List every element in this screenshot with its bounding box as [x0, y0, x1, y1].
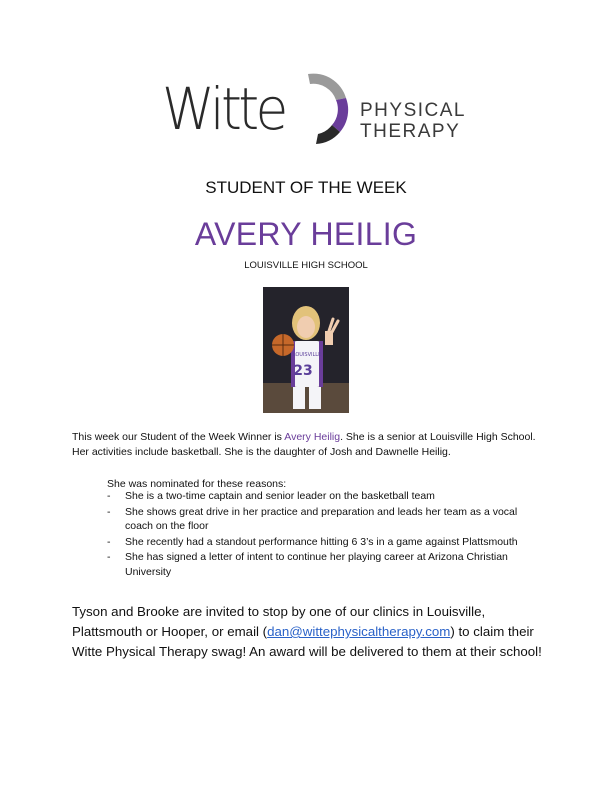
- nominated-intro: She was nominated for these reasons:: [107, 478, 287, 490]
- intro-text-before: This week our Student of the Week Winner is: [72, 431, 285, 443]
- email-link[interactable]: dan@wittephysicaltherapy.com: [267, 624, 451, 639]
- bullet-dash: -: [107, 551, 111, 563]
- intro-text-after: . She is a senior at Louisville High School. Her activities include basketball. She is the daughter of Josh and Dawnelle Heilig.: [72, 431, 536, 458]
- logo-line-therapy: THERAPY: [360, 121, 461, 142]
- student-name: AVERY HEILIG: [194, 216, 418, 252]
- bullet-dash: -: [107, 490, 111, 502]
- bullet-dash: -: [107, 505, 111, 518]
- reason-text: She recently had a standout performance hitting 6 3’s in a game against Plattsmouth: [125, 535, 518, 548]
- jersey-text: LOUISVILLE: [292, 352, 322, 358]
- page-heading: STUDENT OF THE WEEK: [205, 178, 407, 197]
- reason-item: [107, 535, 547, 550]
- jersey-number: 23: [293, 363, 313, 379]
- intro-paragraph: [72, 430, 542, 460]
- closing-paragraph: [72, 602, 552, 662]
- closing-text-after: ) to claim their Witte Physical Therapy swag! An award will be delivered to them at their school!: [72, 624, 542, 659]
- player-illustration: [263, 287, 349, 413]
- school-name: LOUISVILLE HIGH SCHOOL: [244, 260, 368, 271]
- reason-text: She shows great drive in her practice and preparation and leads her team as a vocal coach on the floor: [125, 505, 518, 532]
- reason-text: She has signed a letter of intent to continue her playing career at Arizona Christian University: [125, 551, 508, 578]
- intro-student-name: Avery Heilig: [284, 431, 341, 443]
- reason-item: [107, 505, 547, 534]
- reasons-list: [107, 489, 547, 580]
- witte-logo: [160, 70, 466, 150]
- bullet-dash: -: [107, 535, 111, 548]
- logo-wordmark: Witte: [162, 75, 285, 143]
- reason-text: She is a two-time captain and senior leader on the basketball team: [125, 490, 435, 502]
- reason-item: [107, 550, 547, 579]
- logo-line-physical: PHYSICAL: [360, 100, 466, 121]
- logo-arc-icon: [288, 68, 358, 148]
- reason-item: [107, 489, 547, 504]
- student-photo: [263, 287, 349, 413]
- closing-text-before: Tyson and Brooke are invited to stop by one of our clinics in Louisville, Plattsmouth or Hooper, or email (: [72, 604, 486, 639]
